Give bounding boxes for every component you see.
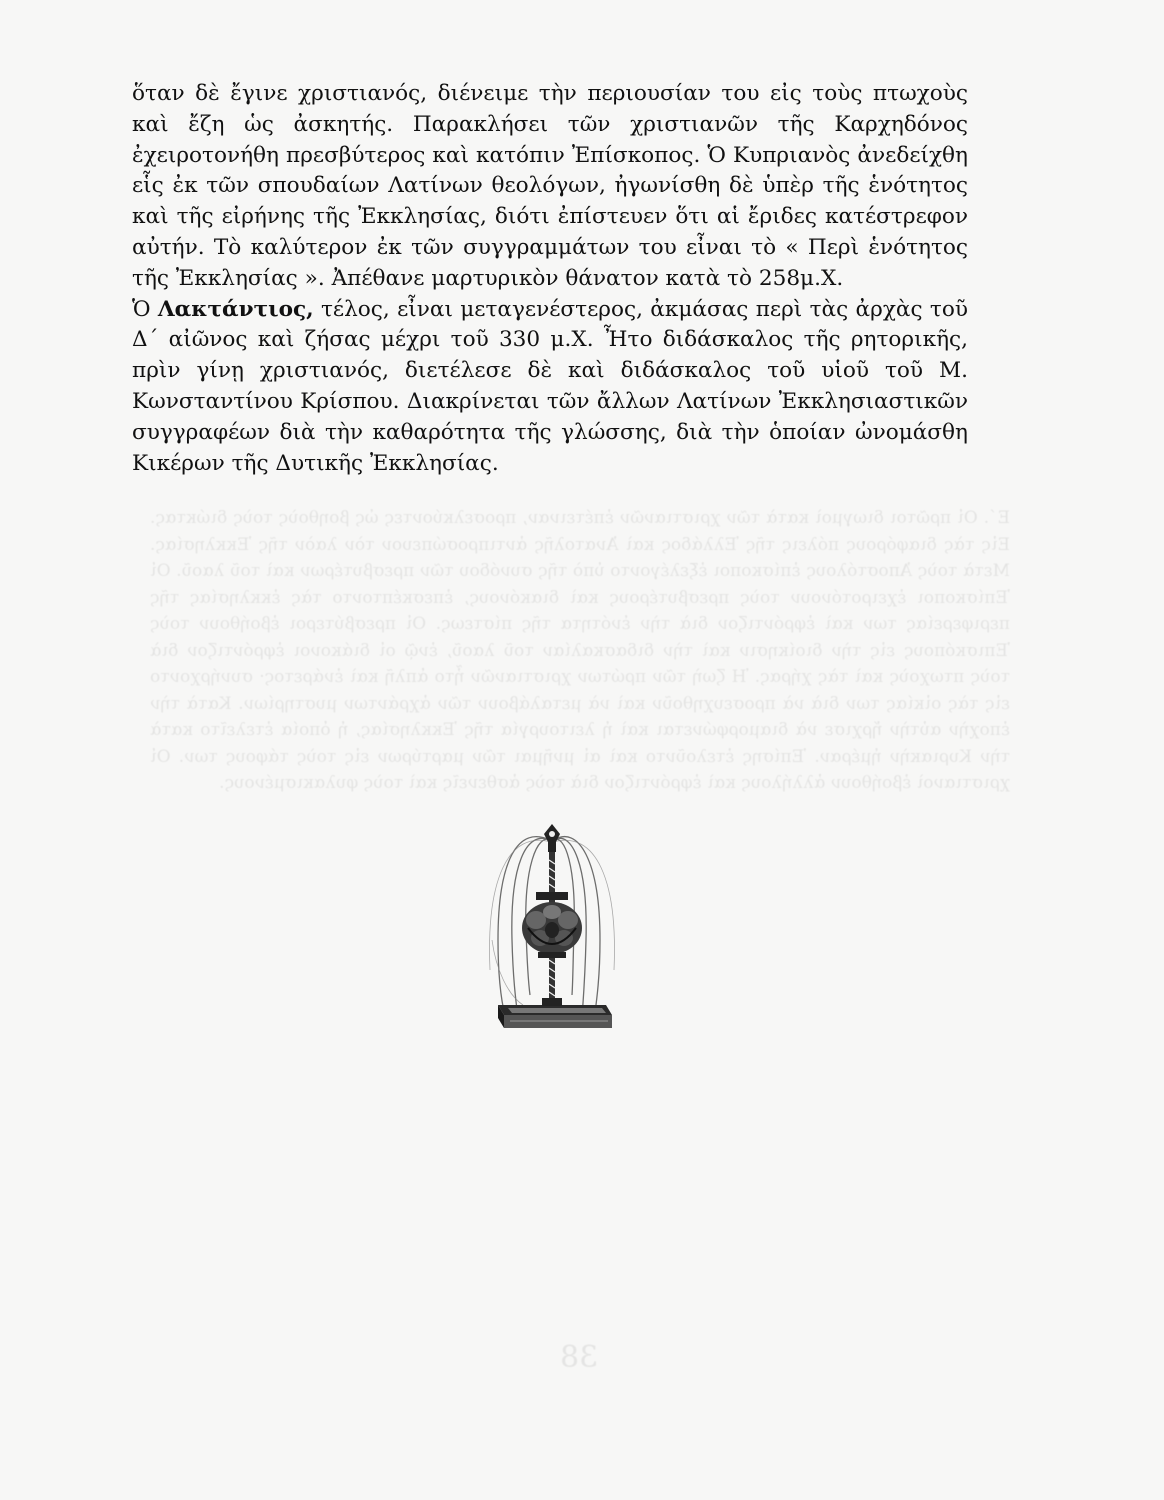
fountain-press-illustration — [478, 820, 628, 1042]
paragraph-cyprian — [132, 79, 968, 295]
body-text — [132, 79, 968, 479]
paragraph-text: ὅταν δὲ ἔγινε χριστιανός, διένειμε τὴν περιουσίαν του εἰς τοὺς πτωχοὺς καὶ ἔζη ὡς ἀσκητής. Παρακλήσει τῶν χριστιανῶν τῆς Καρχηδόνος ἐχειροτονήθη πρεσβύτερος καὶ κατόπιν Ἐπίσκοπος. Ὁ Κυπριανὸς ἀνεδείχθη εἷς ἐκ τῶν σπουδαίων Λατίνων θεολόγων, ἠγωνίσθη δὲ ὑπὲρ τῆς ἑνότητος καὶ τῆς εἰρήνης τῆς Ἐκκλησίας, διότι ἐπίστευεν ὅτι αἱ ἔριδες κατέστρεφον αὐτήν. Τὸ καλύτερον ἐκ τῶν συγγραμμάτων του εἶναι τὸ « Περὶ ἑνότητος τῆς Ἐκκλησίας ». Ἀπέθανε μαρτυρικὸν θάνατον κατὰ τὸ 258μ.Χ. — [132, 81, 968, 291]
show-through-text: Ε΄. Οἱ πρῶτοι διωγμοὶ κατὰ τῶν χριστιανῶν ἐπέτειναν, προσελκύοντες ὡς βοηθοὺς τοὺς διώκτας. Εἰς τὰς διαφόρους πόλεις τῆς Ἑλλάδος καὶ Ἀνατολῆς ἀντιπροσώπευον τὸν λαὸν τῆς Ἐκκλησίας. Μετὰ τοὺς Ἀποστόλους ἐπίσκοποι ἐξελέγοντο ὑπὸ τῆς συνόδου τῶν πρεσβυτέρων καὶ τοῦ λαοῦ. Οἱ Ἐπίσκοποι ἐχειροτόνουν τοὺς πρεσβυτέρους καὶ διακόνους, ἐπεσκέπτοντο τὰς ἐκκλησίας τῆς περιφερείας των καὶ ἐφρόντιζον διὰ τὴν ἑνότητα τῆς πίστεως. Οἱ πρεσβύτεροι ἐβοήθουν τοὺς Ἐπισκόπους εἰς τὴν διοίκησιν καὶ τὴν διδασκαλίαν τοῦ λαοῦ, ἐνῷ οἱ διάκονοι ἐφρόντιζον διὰ τοὺς πτωχοὺς καὶ τὰς χήρας. Ἡ ζωὴ τῶν πρώτων χριστιανῶν ἦτο ἁπλῆ καὶ ἐνάρετος· συνήρχοντο εἰς τὰς οἰκίας των διὰ νὰ προσευχηθοῦν καὶ νὰ μεταλάβουν τῶν ἀχράντων μυστηρίων. Κατὰ τὴν ἐποχὴν αὐτὴν ἤρχισε νὰ διαμορφώνεται καὶ ἡ λειτουργία τῆς Ἐκκλησίας, ἡ ὁποία ἐτελεῖτο κατὰ τὴν Κυριακὴν ἡμέραν. Ἐπίσης ἐτελοῦντο καὶ αἱ μνῆμαι τῶν μαρτύρων εἰς τοὺς τάφους των. Οἱ χριστιανοὶ ἐβοήθουν ἀλλήλους καὶ ἐφρόντιζον διὰ τοὺς ἀσθενεῖς καὶ τοὺς φυλακισμένους. — [150, 508, 1010, 793]
paragraph-lactantius — [132, 295, 968, 480]
paragraph-text: τέλος, εἶναι μεταγενέστερος, ἀκμάσας περὶ τὰς ἀρχὰς τοῦ Δ΄ αἰῶνος καὶ ζήσας μέχρι τοῦ 330 μ.Χ. Ἦτο διδάσκαλος τῆς ρητορικῆς, πρὶν γίνῃ χριστιανός, διετέλεσε δὲ καὶ διδάσκαλος τοῦ υἱοῦ τοῦ Μ. Κωνσταντίνου Κρίσπου. Διακρίνεται τῶν ἄλλων Λατίνων Ἐκκλησιαστικῶν συγγραφέων διὰ τὴν καθαρότητα τῆς γλώσσης, διὰ τὴν ὁποίαν ὠνομάσθη Κικέρων τῆς Δυτικῆς Ἐκκλησίας. — [132, 296, 969, 476]
show-through-page-number: 38 — [560, 1340, 599, 1375]
bold-name-lactantius: Λακτάντιος, — [157, 296, 314, 322]
paragraph-text: Ὁ — [132, 296, 158, 322]
